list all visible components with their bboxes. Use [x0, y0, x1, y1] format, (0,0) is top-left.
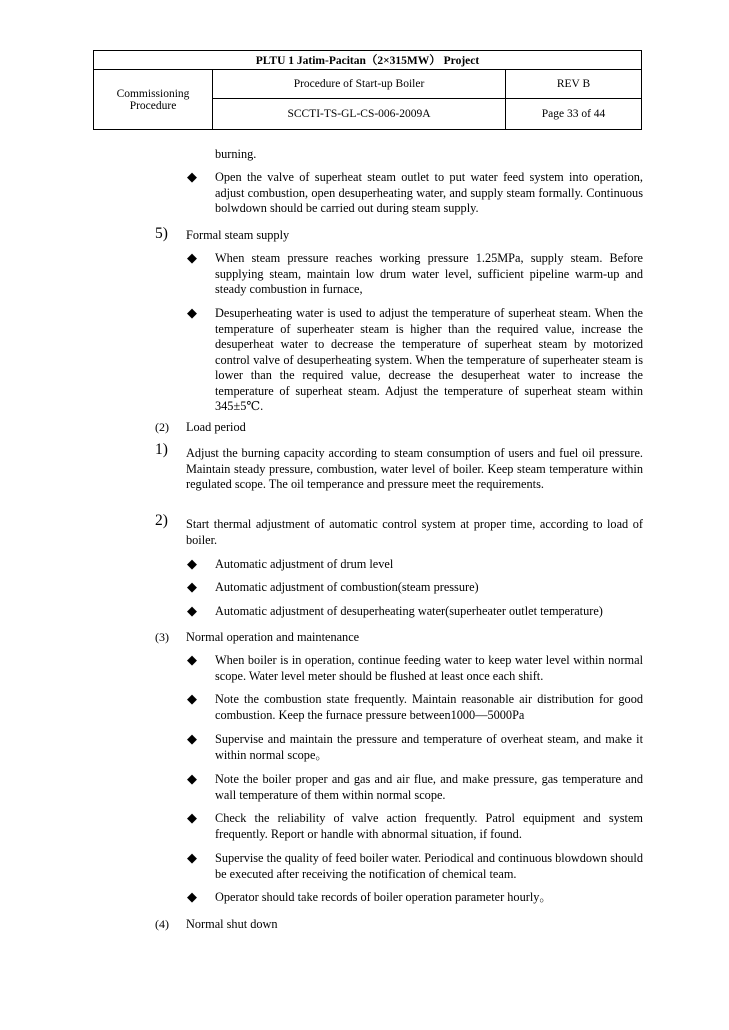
header-table — [93, 50, 642, 130]
section-number-2: (2) — [155, 420, 169, 434]
paragraph-thermal-adjustment: Start thermal adjustment of automatic control system at proper time, according to load of boiler. — [186, 517, 643, 547]
paragraph-feeding-water: When boiler is in operation, continue feeding water to keep water level within normal scope. Water level meter should be flushed at least once each shift. — [215, 653, 643, 683]
heading-normal-operation: Normal operation and maintenance — [186, 630, 360, 644]
document-title: Procedure of Start-up Boiler — [213, 70, 506, 99]
paragraph-burning-capacity: Adjust the burning capacity according to steam consumption of users and fuel oil pressure. Maintain steady pressure, combustion, water level of boiler. Keep steam temperature within regulated scope. The oil temperance and pressure meet the requirements. — [186, 446, 643, 491]
bullet-icon: ◆ — [187, 810, 197, 825]
paragraph-valve-reliability: Check the reliability of valve action frequently. Patrol equipment and system frequently. Report or handle with abnormal situation, if found. — [215, 811, 643, 841]
paragraph-overheat-steam: Supervise and maintain the pressure and temperature of overheat steam, and make it within normal scope。 — [215, 732, 643, 762]
bullet-icon: ◆ — [187, 579, 197, 594]
paragraph-combustion-state: Note the combustion state frequently. Maintain reasonable air distribution for good combustion. Keep the furnace pressure between1000—5000Pa — [215, 692, 643, 722]
document-number: SCCTI-TS-GL-CS-006-2009A — [213, 99, 506, 130]
bullet-icon: ◆ — [187, 250, 197, 265]
bullet-icon: ◆ — [187, 652, 197, 667]
section-number-4: (4) — [155, 917, 169, 931]
item-number-2: 2) — [155, 512, 168, 529]
bullet-icon: ◆ — [187, 850, 197, 865]
section-label: Commissioning Procedure — [94, 70, 213, 130]
bullet-icon: ◆ — [187, 305, 197, 320]
paragraph-desuperheating: Desuperheating water is used to adjust the temperature of superheat steam. When the temperature of superheater steam is higher than the required value, increase the desuperheat water to decrease the temperature of superheat steam by motorized control valve of desuperheating system. When the temperature of superheater steam is lower than the required value, decrease the desuperheat water to increase the temperature of superheat steam. Adjust the temperature of superheat steam within 345±5℃. — [215, 306, 643, 413]
bullet-icon: ◆ — [187, 731, 197, 746]
bullet-icon: ◆ — [187, 169, 197, 184]
paragraph-feed-water-quality: Supervise the quality of feed boiler water. Periodical and continuous blowdown should be executed after receiving the notification of chemical team. — [215, 851, 643, 881]
list-item-drum-level: Automatic adjustment of drum level — [215, 557, 394, 571]
bullet-icon: ◆ — [187, 889, 197, 904]
item-number-1: 1) — [155, 441, 168, 458]
paragraph-operation-records: Operator should take records of boiler operation parameter hourly。 — [215, 890, 552, 904]
section-number-3: (3) — [155, 630, 169, 644]
bullet-icon: ◆ — [187, 771, 197, 786]
bullet-icon: ◆ — [187, 691, 197, 706]
heading-load-period: Load period — [186, 420, 246, 434]
project-title: PLTU 1 Jatim-Pacitan（2×315MW） Project — [94, 51, 642, 70]
bullet-icon: ◆ — [187, 556, 197, 571]
paragraph-boiler-proper: Note the boiler proper and gas and air flue, and make pressure, gas temperature and wall temperature of them within normal scope. — [215, 772, 643, 802]
revision-label: REV B — [506, 70, 642, 99]
heading-formal-steam-supply: Formal steam supply — [186, 228, 290, 242]
paragraph-open-valve: Open the valve of superheat steam outlet to put water feed system into operation, adjust combustion, open desuperheating water, and supply steam formally. Continuous bolwdown should be carried out during steam supply. — [215, 170, 643, 215]
list-item-desuperheating-water: Automatic adjustment of desuperheating water(superheater outlet temperature) — [215, 604, 603, 618]
list-item-combustion: Automatic adjustment of combustion(steam pressure) — [215, 580, 479, 594]
heading-normal-shut-down: Normal shut down — [186, 917, 278, 931]
item-number-5: 5) — [155, 225, 168, 242]
page-number: Page 33 of 44 — [506, 99, 642, 130]
bullet-icon: ◆ — [187, 603, 197, 618]
paragraph-steam-supply: When steam pressure reaches working pressure 1.25MPa, supply steam. Before supplying steam, maintain low drum water level, sufficient pipeline warm-up and steady combustion in furnace, — [215, 251, 643, 296]
continued-text: burning. — [215, 147, 257, 161]
